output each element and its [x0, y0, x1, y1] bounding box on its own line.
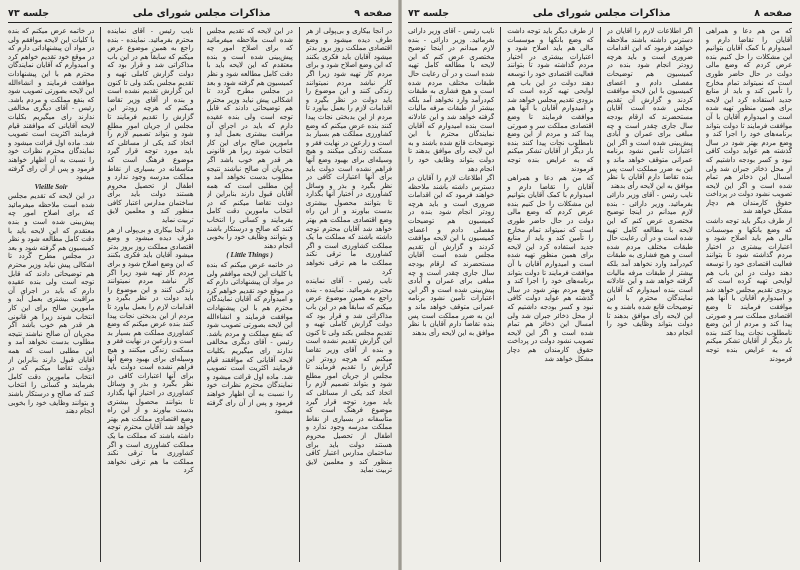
right-column-3-text: از طرف دیگر باید توجه داشت که وضع بانکها و موسسات مالی هم باید اصلاح شود و اعتبارات بیشتری در اختیار مردم گذاشته شود تا بتوانند فعالیت اقتصادی خود را توسعه دهند دولت در این باب هم لوایحی تهیه کرده است که بزودی تقدیم مجلس خواهد شد و امیدوارم آقایان با آنها هم موافقت فرمایند تا وضع اقتصادی مملکت سر و صورتی پیدا کند و مردم از این وضع نامطلوب نجات پیدا کنند بنده بار دیگر از آقایان تشکر میکنم که به عرایض بنده توجه فرمودند [507, 27, 594, 173]
right-page-header [408, 4, 792, 23]
left-header-page-label: صفحه ۹ [354, 7, 392, 19]
right-column-1-text-cont: از طرف دیگر باید توجه داشت که وضع بانکها و موسسات مالی هم باید اصلاح شود و اعتبارات بیشتری در اختیار مردم گذاشته شود تا بتوانند فعالیت اقتصادی خود را توسعه دهند دولت در این باب هم لوایحی تهیه کرده است که بزودی تقدیم مجلس خواهد شد و امیدوارم آقایان با آنها هم موافقت فرمایند تا وضع اقتصادی مملکت سر و صورتی پیدا کند و مردم از این وضع نامطلوب نجات پیدا کنند بنده بار دیگر از آقایان تشکر میکنم که به عرایض بنده توجه فرمودند [705, 217, 792, 363]
left-page-columns [8, 27, 392, 562]
column-divider [500, 27, 501, 562]
left-column-3 [107, 27, 193, 562]
right-column-1 [706, 27, 792, 562]
left-column-2 [207, 27, 293, 562]
left-page-header [8, 4, 392, 23]
left-column-1 [306, 27, 392, 562]
right-column-4 [408, 27, 494, 562]
column-divider [600, 27, 601, 562]
left-column-4-text-cont: در این لایحه که تقدیم مجلس شده است ملاحظه میفرمائید که برای اصلاح امور چه پیش‌بینی شده است و بنده معتقدم که این لایحه باید با دقت کامل مطالعه شود و نظر کمیسیون هم گرفته شود و بعد در مجلس مطرح گردد تا اشکالی پیش نیاید وزیر محترم هم توضیحاتی دادند که قابل توجه است ولی بنده عقیده دارم که باید در اجرای آن مراقبت بیشتری بعمل آید و مامورین صالح برای این کار انتخاب شوند زیرا هر قانونی هر قدر هم خوب باشد اگر مجریان آن صالح نباشند نتیجه مطلوب بدست نخواهد آمد و این مطلبی است که همه آقایان قبول دارند بنابراین از دولت تقاضا میکنم که در انتخاب مامورین دقت کامل بفرمایند و کسانی را انتخاب کنند که صالح و درستکار باشند و بتوانند وظایف خود را بخوبی انجام دهند [8, 192, 95, 416]
left-column-1-text-cont: نایب رئیس - آقای نماینده محترم بفرمائید. نماینده - بنده راجع به همین موضوع عرض میکنم که سابقاً هم در این باب مذاکراتی شد و قرار بود که دولت گزارش کاملی تهیه و تقدیم مجلس بکند ولی تا کنون این گزارش تقدیم نشده است و بنده از آقای وزیر تقاضا میکنم که هرچه زودتر این گزارش را تقدیم فرمایند تا مجلس از جریان امور مطلع شود و بتواند تصمیم لازم را اتخاذ کند یکی از مسائلی که باید مورد توجه قرار گیرد موضوع فرهنگ است که متأسفانه در بسیاری از نقاط مملکت مدرسه وجود ندارد و اطفال از تحصیل محروم هستند دولت باید برای ساختمان مدارس اعتبار کافی منظور کند و معلمین لایق تربیت نماید [305, 277, 392, 475]
left-header-session: جلسه ۷۳ [8, 7, 50, 19]
right-column-2 [607, 27, 693, 562]
right-page-columns [408, 27, 792, 562]
column-divider [299, 27, 300, 562]
right-column-4-text-cont: اگر اطلاعات لازم را آقایان در دسترس داشته باشند ملاحظه خواهند فرمود که این اقدامات ضروری است و باید هرچه زودتر انجام شود بنده در کمیسیون هم توضیحات مفصلی دادم و اعضای کمیسیون با این لایحه موافقت کردند و گزارش آن تقدیم مجلس شده است آقایان مستحضرند که ارقام بودجه سال جاری چقدر است و چه مبلغی برای عمران و آبادی پیش‌بینی شده است و اگر این اعتبارات تأمین نشود برنامه عمرانی متوقف خواهد ماند و این به ضرر مملکت است پس بنده تقاضا دارم آقایان با نظر موافق به این لایحه رأی بدهند [408, 174, 495, 337]
column-divider [699, 27, 700, 562]
right-column-2-text: اگر اطلاعات لازم را آقایان در دسترس داشته باشند ملاحظه خواهند فرمود که این اقدامات ضروری است و باید هرچه زودتر انجام شود بنده در کمیسیون هم توضیحات مفصلی دادم و اعضای کمیسیون با این لایحه موافقت کردند و گزارش آن تقدیم مجلس شده است آقایان مستحضرند که ارقام بودجه سال جاری چقدر است و چه مبلغی برای عمران و آبادی پیش‌بینی شده است و اگر این اعتبارات تأمین نشود برنامه عمرانی متوقف خواهد ماند و این به ضرر مملکت است پس بنده تقاضا دارم آقایان با نظر موافق به این لایحه رأی بدهند [606, 27, 693, 190]
left-column-3-text: نایب رئیس - آقای نماینده محترم بفرمائید. نماینده - بنده راجع به همین موضوع عرض میکنم که سابقاً هم در این باب مذاکراتی شد و قرار بود که دولت گزارش کاملی تهیه و تقدیم مجلس بکند ولی تا کنون این گزارش تقدیم نشده است و بنده از آقای وزیر تقاضا میکنم که هرچه زودتر این گزارش را تقدیم فرمایند تا مجلس از جریان امور مطلع شود و بتواند تصمیم لازم را اتخاذ کند یکی از مسائلی که باید مورد توجه قرار گیرد موضوع فرهنگ است که متأسفانه در بسیاری از نقاط مملکت مدرسه وجود ندارد و اطفال از تحصیل محروم هستند دولت باید برای ساختمان مدارس اعتبار کافی منظور کند و معلمین لایق تربیت نماید [107, 27, 194, 225]
latin-phrase-vieille-soir: Vieille Soir [34, 182, 68, 191]
left-column-4 [8, 27, 94, 562]
left-column-1-text: در آنجا بیکاری و بی‌پولی از هر طرف دیده میشود و وضع اقتصادی مملکت روز بروز بدتر میشود آقایان باید فکری بکنند که این وضع اصلاح شود و برای مردم کار تهیه شود زیرا اگر کار نباشد مردم نمیتوانند زندگی کنند و این موضوع را باید دولت در نظر بگیرد و اقدامات لازم را بعمل بیاورد تا مردم از این بدبختی نجات پیدا کنند بنده عرض میکنم که وضع کشاورزی مملکت هم بسیار بد است و زارعین در نهایت فقر و مسکنت زندگی میکنند و هیچ وسیله‌ای برای بهبود وضع آنها فراهم نشده است دولت باید برای آنها اعتبارات کافی در نظر بگیرد و بذر و وسائل کشاورزی در اختیار آنها بگذارد تا بتوانند محصول بیشتری بدست بیاورند و از این راه وضع اقتصادی مملکت هم بهتر خواهد شد آقایان محترم توجه داشته باشند که مملکت ما یک مملکت کشاورزی است و اگر کشاورزی ما ترقی نکند مملکت ما هم ترقی نخواهد کرد [305, 27, 392, 276]
right-column-1-text: که من هم دعا و همراهی آقایان را تقاضا دارم و امیدوارم با کمک آقایان بتوانیم این مشکلات را حل کنیم بنده عرض کردم که وضع مالی دولت در حال حاضر طوری است که نمیتواند تمام مخارج را تأمین کند و باید از منابع جدید استفاده کرد این لایحه برای همین منظور تهیه شده است و امیدوارم آقایان با آن موافقت فرمایند تا دولت بتواند برنامه‌های خود را اجرا کند و وضع مردم بهتر شود در سال گذشته هم عواید دولت کافی نبود و کسر بودجه داشتیم که از محل ذخائر جبران شد ولی امسال این ذخائر هم تمام شده است و اگر این لایحه تصویب نشود دولت در پرداخت حقوق کارمندان هم دچار مشکل خواهد شد [705, 27, 792, 216]
left-column-2-text: در این لایحه که تقدیم مجلس شده است ملاحظه میفرمائید که برای اصلاح امور چه پیش‌بینی شده است و بنده معتقدم که این لایحه باید با دقت کامل مطالعه شود و نظر کمیسیون هم گرفته شود و بعد در مجلس مطرح گردد تا اشکالی پیش نیاید وزیر محترم هم توضیحاتی دادند که قابل توجه است ولی بنده عقیده دارم که باید در اجرای آن مراقبت بیشتری بعمل آید و مامورین صالح برای این کار انتخاب شوند زیرا هر قانونی هر قدر هم خوب باشد اگر مجریان آن صالح نباشند نتیجه مطلوب بدست نخواهد آمد و این مطلبی است که همه آقایان قبول دارند بنابراین از دولت تقاضا میکنم که در انتخاب مامورین دقت کامل بفرمایند و کسانی را انتخاب کنند که صالح و درستکار باشند و بتوانند وظایف خود را بخوبی انجام دهند [206, 27, 293, 250]
left-column-4-text: در خاتمه عرض میکنم که بنده با کلیات این لایحه موافقم ولی در مواد آن پیشنهاداتی دارم که در موقع خود تقدیم خواهم کرد و امیدوارم که آقایان نمایندگان محترم هم با این پیشنهادات موافقت فرمایند و انشاءالله این لایحه بصورتی تصویب شود که بنفع مملکت و مردم باشد. رئیس - آقای دیگری مخالفی ندارند رای میگیریم بکلیات لایحه آقایانی که موافقند قیام فرمایند اکثریت است تصویب شد. ماده اول قرائت میشود و نمایندگان محترم نظرات خود را نسبت به آن اظهار خواهند فرمود و پس از آن رای گرفته میشود [8, 27, 95, 182]
page-gutter [398, 0, 402, 570]
left-column-2-text-cont: در خاتمه عرض میکنم که بنده با کلیات این لایحه موافقم ولی در مواد آن پیشنهاداتی دارم که در موقع خود تقدیم خواهم کرد و امیدوارم که آقایان نمایندگان محترم هم با این پیشنهادات موافقت فرمایند و انشاءالله این لایحه بصورتی تصویب شود که بنفع مملکت و مردم باشد. رئیس - آقای دیگری مخالفی ندارند رای میگیریم بکلیات لایحه آقایانی که موافقند قیام فرمایند اکثریت است تصویب شد. ماده اول قرائت میشود و نمایندگان محترم نظرات خود را نسبت به آن اظهار خواهند فرمود و پس از آن رای گرفته میشود [206, 261, 293, 416]
right-column-3-text-cont: که من هم دعا و همراهی آقایان را تقاضا دارم و امیدوارم با کمک آقایان بتوانیم این مشکلات را حل کنیم بنده عرض کردم که وضع مالی دولت در حال حاضر طوری است که نمیتواند تمام مخارج را تأمین کند و باید از منابع جدید استفاده کرد این لایحه برای همین منظور تهیه شده است و امیدوارم آقایان با آن موافقت فرمایند تا دولت بتواند برنامه‌های خود را اجرا کند و وضع مردم بهتر شود در سال گذشته هم عواید دولت کافی نبود و کسر بودجه داشتیم که از محل ذخائر جبران شد ولی امسال این ذخائر هم تمام شده است و اگر این لایحه تصویب نشود دولت در پرداخت حقوق کارمندان هم دچار مشکل خواهد شد [507, 174, 594, 363]
right-column-3 [507, 27, 593, 562]
column-divider [200, 27, 201, 562]
column-divider [100, 27, 101, 562]
right-header-page-label: صفحه ۸ [754, 7, 792, 19]
left-header-title: مذاکرات مجلس شورای ملی [132, 7, 271, 19]
right-column-2-text-cont: نایب رئیس - آقای وزیر دارائی بفرمائید. وزیر دارائی - بنده لازم میدانم در اینجا توضیح مختصری عرض کنم که این لایحه با مطالعه کامل تهیه شده است و در آن رعایت حال طبقات مختلف مردم شده است و هیچ فشاری به طبقات کم‌درآمد وارد نخواهد آمد بلکه بیشتر از طبقات مرفه مالیات گرفته خواهد شد و این عادلانه است بنده امیدوارم که آقایان نمایندگان محترم با این توضیحات قانع شده باشند و به این لایحه رأی موافق بدهند تا دولت بتواند وظایف خود را انجام دهد [606, 191, 693, 337]
right-header-title: مذاکرات مجلس شورای ملی [532, 7, 671, 19]
right-header-session: جلسه ۷۳ [408, 7, 450, 19]
right-column-4-text: نایب رئیس - آقای وزیر دارائی بفرمائید. وزیر دارائی - بنده لازم میدانم در اینجا توضیح مختصری عرض کنم که این لایحه با مطالعه کامل تهیه شده است و در آن رعایت حال طبقات مختلف مردم شده است و هیچ فشاری به طبقات کم‌درآمد وارد نخواهد آمد بلکه بیشتر از طبقات مرفه مالیات گرفته خواهد شد و این عادلانه است بنده امیدوارم که آقایان نمایندگان محترم با این توضیحات قانع شده باشند و به این لایحه رأی موافق بدهند تا دولت بتواند وظایف خود را انجام دهد [408, 27, 495, 173]
left-column-3-text-cont: در آنجا بیکاری و بی‌پولی از هر طرف دیده میشود و وضع اقتصادی مملکت روز بروز بدتر میشود آقایان باید فکری بکنند که این وضع اصلاح شود و برای مردم کار تهیه شود زیرا اگر کار نباشد مردم نمیتوانند زندگی کنند و این موضوع را باید دولت در نظر بگیرد و اقدامات لازم را بعمل بیاورد تا مردم از این بدبختی نجات پیدا کنند بنده عرض میکنم که وضع کشاورزی مملکت هم بسیار بد است و زارعین در نهایت فقر و مسکنت زندگی میکنند و هیچ وسیله‌ای برای بهبود وضع آنها فراهم نشده است دولت باید برای آنها اعتبارات کافی در نظر بگیرد و بذر و وسائل کشاورزی در اختیار آنها بگذارد تا بتوانند محصول بیشتری بدست بیاورند و از این راه وضع اقتصادی مملکت هم بهتر خواهد شد آقایان محترم توجه داشته باشند که مملکت ما یک مملکت کشاورزی است و اگر کشاورزی ما ترقی نکند مملکت ما هم ترقی نخواهد کرد [107, 225, 194, 475]
right-page [400, 0, 800, 570]
latin-phrase-little-things: ( Little Things ) [226, 251, 273, 260]
